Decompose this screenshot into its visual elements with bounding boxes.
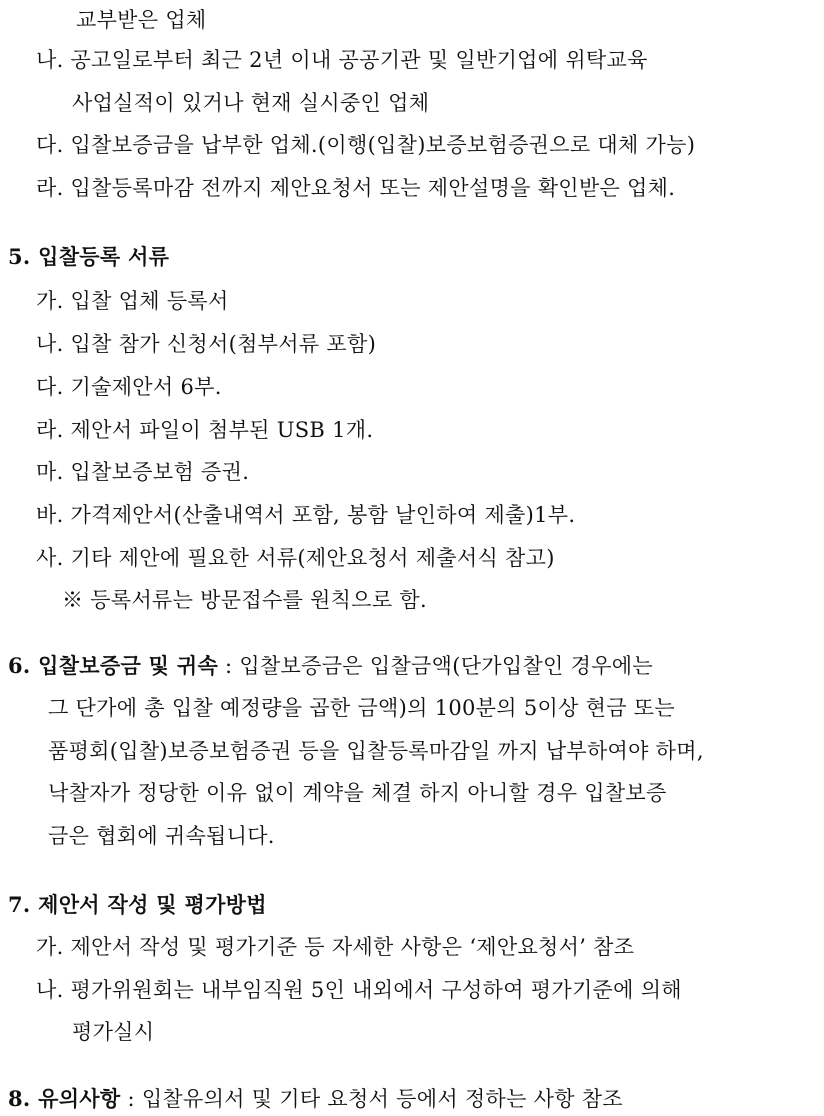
- sec5-heading: 5. 입찰등록 서류: [8, 244, 170, 269]
- sec5-item: 마. 입찰보증보험 증권.: [36, 460, 250, 484]
- sec8-heading: 8. 유의사항: [8, 1086, 121, 1111]
- sec5-item: 다. 기술제안서 6부.: [36, 375, 222, 399]
- sec6-text-line3: 품평회(입찰)보증보험증권 등을 입찰등록마감일 까지 납부하여야 하며,: [48, 739, 704, 763]
- sec5-item: 사. 기타 제안에 필요한 서류(제안요청서 제출서식 참고): [36, 546, 555, 570]
- sec7-heading: 7. 제안서 작성 및 평가방법: [8, 892, 267, 917]
- sec5-item: 가. 입찰 업체 등록서: [36, 289, 229, 313]
- sec6-separator: :: [218, 654, 240, 678]
- sec5-item: 나. 입찰 참가 신청서(첨부서류 포함): [36, 332, 377, 356]
- sec6-heading: 6. 입찰보증금 및 귀속: [8, 653, 219, 678]
- sec6-text-line2: 그 단가에 총 입찰 예정량을 곱한 금액)의 100분의 5이상 현금 또는: [48, 696, 675, 720]
- sec4-item-ra: 라. 입찰등록마감 전까지 제안요청서 또는 제안설명을 확인받은 업체.: [36, 176, 676, 200]
- sec4-continuation: 교부받은 업체: [76, 8, 207, 32]
- sec6-text-line4: 낙찰자가 정당한 이유 없이 계약을 체결 하지 아니할 경우 입찰보증: [48, 781, 667, 805]
- sec6-text-line1: 입찰보증금은 입찰금액(단가입찰인 경우에는: [239, 654, 653, 678]
- sec8-line: [8, 1085, 623, 1113]
- sec7-item-na-line1: 나. 평가위원회는 내부임직원 5인 내외에서 구성하여 평가기준에 의해: [36, 978, 682, 1002]
- sec8-separator: :: [120, 1087, 142, 1111]
- sec4-item-na-line2: 사업실적이 있거나 현재 실시중인 업체: [72, 91, 430, 115]
- sec8-text: 입찰유의서 및 기타 요청서 등에서 정하는 사항 참조: [141, 1087, 623, 1111]
- sec5-item: 바. 가격제안서(산출내역서 포함, 봉함 날인하여 제출)1부.: [36, 503, 576, 527]
- sec5-note: ※ 등록서류는 방문접수를 원칙으로 함.: [62, 588, 427, 612]
- sec7-item-na-line2: 평가실시: [72, 1020, 155, 1044]
- sec6-line1: [8, 652, 653, 680]
- sec4-item-da: 다. 입찰보증금을 납부한 업체.(이행(입찰)보증보험증권으로 대체 가능): [36, 133, 696, 157]
- sec6-text-line5: 금은 협회에 귀속됩니다.: [48, 824, 275, 848]
- sec5-item: 라. 제안서 파일이 첨부된 USB 1개.: [36, 418, 374, 442]
- sec7-item-ga: 가. 제안서 작성 및 평가기준 등 자세한 사항은 ‘제안요청서’ 참조: [36, 935, 635, 959]
- sec4-item-na-line1: 나. 공고일로부터 최근 2년 이내 공공기관 및 일반기업에 위탁교육: [36, 48, 648, 72]
